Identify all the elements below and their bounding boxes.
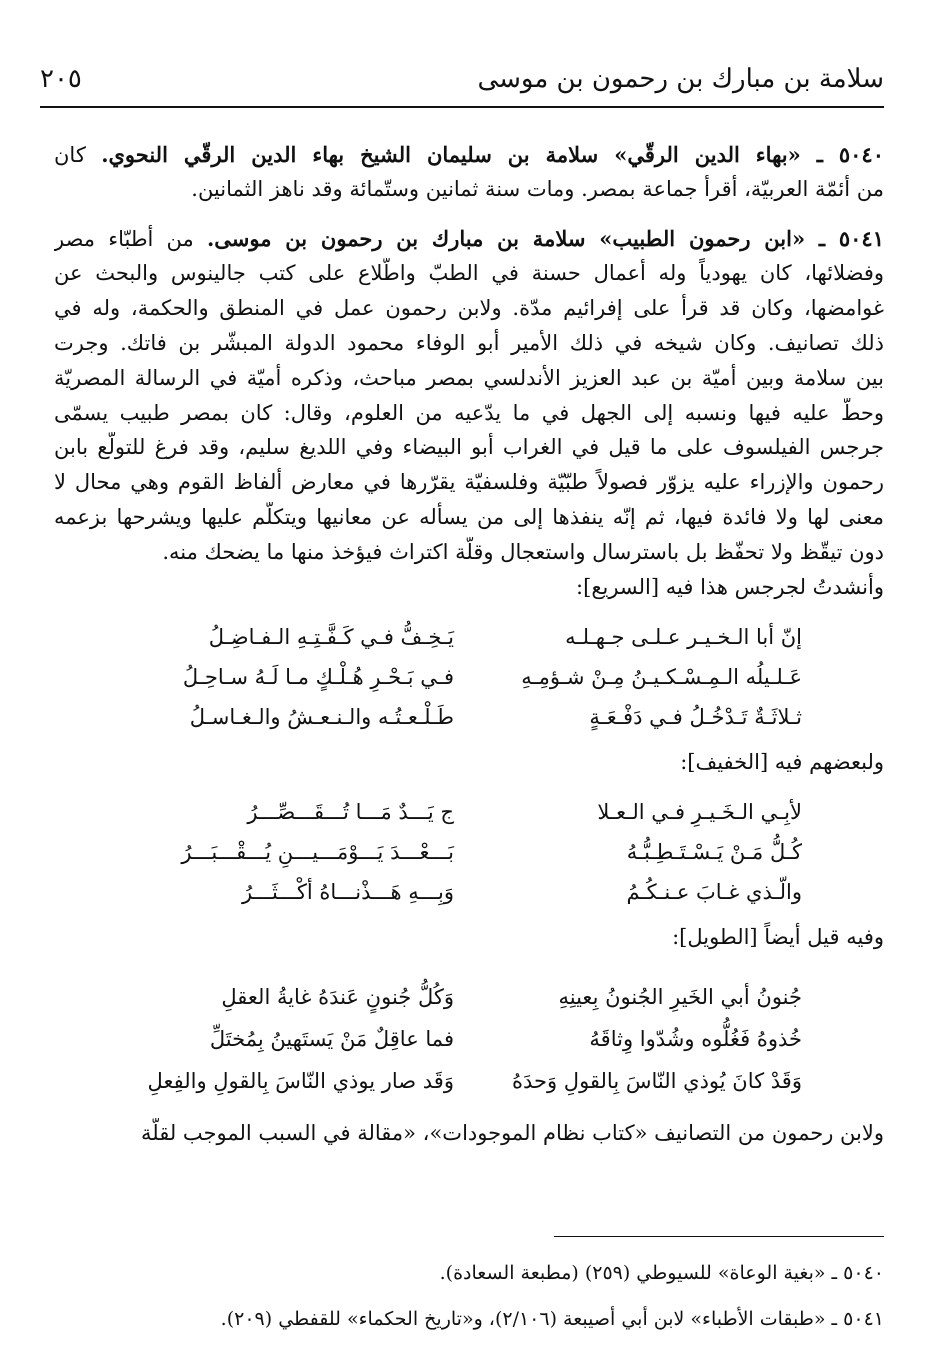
poem-3-verse-3-second: وَقَد صار يوذي النّاسَ بِالقولِ والفِعلِ: [147, 1069, 454, 1093]
entry-5041-line-2: وفضلائها، كان يهودياً وله أعمال حسنة في الطبّ واطّلاع على كتب جالينوس والبحث عن: [54, 261, 884, 285]
poem-3-verse-3-first: وَقَدْ كانَ يُوذي النّاسَ بِالقولِ وَحدَهُ: [511, 1069, 802, 1093]
poem-1-verse-2-second: فـي بَـحْـرِ هُـلْـكٍ مـا لَـهُ سـاحِـلُ: [182, 665, 454, 689]
entry-5040-line-1: [54, 140, 884, 170]
poem-3-verse-1-second: وَكُلُّ جُنونٍ عَندَهُ غايةُ العقلِ: [221, 985, 454, 1009]
poem-2-verse-3-second: وَبِـــهِ هَـــذْنـــاهُ أكْـــثَـــرُ: [242, 880, 454, 904]
poem-1-verse-2-first: عَـلـيلُه الـمِـسْـكـيـنُ مِـنْ شـؤمِـهِ: [521, 665, 802, 689]
entry-5040-line-2: من أئمّة العربيّة، أقرأ جماعة بمصر. ومات سنة ثمانين وستّمائة وقد ناهز الثمانين.: [191, 177, 884, 201]
running-header-title: سلامة بن مبارك بن رحمون بن موسى: [477, 64, 884, 94]
entry-5041-line-5: بين سلامة وبين أميّة بن عبد العزيز الأندلسي بمصر مباحث، وذكره أميّة في الرسالة المصريّة: [54, 366, 884, 390]
header-divider: [40, 106, 884, 108]
poem-2-verse-2-first: كُـلُّ مَـنْ يَـسْـتَـطِـبُّـهُ: [626, 840, 802, 864]
entry-5041-line-8: رحمون والإزراء عليه يزوّر فصولاً طبّيّة وفلسفيّة يقرّرها في معارض ألفاظ القوم وهي محال لا: [54, 470, 884, 494]
entry-5041-line-10: دون تيقّظ ولا تحفّظ بل باسترسال واستعجال وقلّة اكتراث فيؤخذ منها ما يضحك منه.: [162, 540, 884, 564]
poem-1-verse-1-second: يَـخِـفُّ فـي كَـفَّـتِـهِ الـفـاضِـلُ: [208, 625, 454, 649]
entry-5041-text: من أطبّاء مصر: [54, 227, 207, 251]
poem-3-intro: وفيه قيل أيضاً [الطويل]:: [672, 925, 884, 949]
entry-5041-line-6: وحطّ عليه فيها ونسبه إلى الجهل في ما يدّعيه من العلوم، وقال: كان بمصر طبيب يسمّى: [54, 401, 884, 425]
page-number: ٢٠٥: [40, 64, 82, 94]
poem-2-intro: ولبعضهم فيه [الخفيف]:: [680, 750, 884, 774]
closing-paragraph-line: ولابن رحمون من التصانيف «كتاب نظام الموجودات»، «مقالة في السبب الموجب لقلّة: [141, 1121, 884, 1145]
footnote-divider: [554, 1236, 884, 1237]
entry-5041-heading: ٥٠٤١ ـ «ابن رحمون الطبيب» سلامة بن مبارك بن رحمون بن موسى.: [206, 226, 884, 251]
entry-5040-text: كان: [54, 143, 102, 167]
poem-2-verse-3-first: والّـذي غـابَ عـنـكُـمُ: [626, 880, 802, 904]
poem-2-verse-1-first: لأبِـي الـخَـيـرِ فـي الـعـلا: [597, 800, 802, 824]
footnote-5041: ٥٠٤١ ـ «طبقات الأطباء» لابن أبي أصيبعة (٢/١٠٦)، و«تاريخ الحكماء» للقفطي (٢٠٩).: [220, 1308, 884, 1330]
entry-5041-line-9: معنى لها ولا فائدة فيها، ثم إنّه ينفذها إلى من يسأله عن معانيها ويتكلّم عليها ويشرحها بزعمه: [54, 505, 884, 529]
entry-5041-line-7: جرجس الفيلسوف على ما قيل في الغراب أبو البيضاء وفي اللديغ سليم، وقد فرغ للتولّع بابن: [54, 435, 884, 459]
entry-5041-line-1: [54, 224, 884, 254]
poem-3-verse-1-first: جُنونُ أبي الخَيرِ الجُنونُ بِعينِهِ: [558, 985, 802, 1009]
entry-5041-line-11: وأنشدتُ لجرجس هذا فيه [السريع]:: [576, 575, 884, 599]
poem-2-verse-2-second: بَـــعْـــدَ يَـــوْمَـــيـــنِ يُـــقْـــبَـــرُ: [181, 840, 454, 864]
poem-3-verse-2-first: خُذوهُ فَغُلُّوه وشُدّوا وِثاقَهُ: [589, 1027, 802, 1051]
poem-1-verse-1-first: إنّ أبا الـخـيـر عـلـى جـهـلـه: [565, 625, 802, 649]
poem-3-verse-2-second: فما عاقِلٌ مَنْ يَستَهينُ بِمُختَلِّ: [209, 1027, 454, 1051]
poem-1-verse-3-first: ثـلاثَـةٌ تَـدْخُـلُ فـي دَفْـعَـةٍ: [589, 705, 802, 729]
entry-5041-line-3: غوامضها، وكان قد قرأ على إفرائيم مدّة. ولابن رحمون عمل في المنطق والحكمة، وله في: [54, 296, 884, 320]
entry-5041-line-4: ذلك تصانيف. وكان شيخه في ذلك الأمير أبو الوفاء محمود الدولة المبشّر بن فاتك. وجرت: [54, 331, 884, 355]
poem-1-verse-3-second: طَـلْـعـتُـه والـنـعـشُ والـغـاسـلُ: [189, 705, 454, 729]
entry-5040-heading: ٥٠٤٠ ـ «بهاء الدين الرقّي» سلامة بن سليمان الشيخ بهاء الدين الرقّي النحوي.: [101, 142, 884, 167]
poem-2-verse-1-second: ج يَـــدٌ مَـــا تُـــقَـــصِّـــرُ: [247, 800, 454, 824]
footnote-5040: ٥٠٤٠ ـ «بغية الوعاة» للسيوطي (٢٥٩) (مطبعة السعادة).: [439, 1262, 884, 1284]
